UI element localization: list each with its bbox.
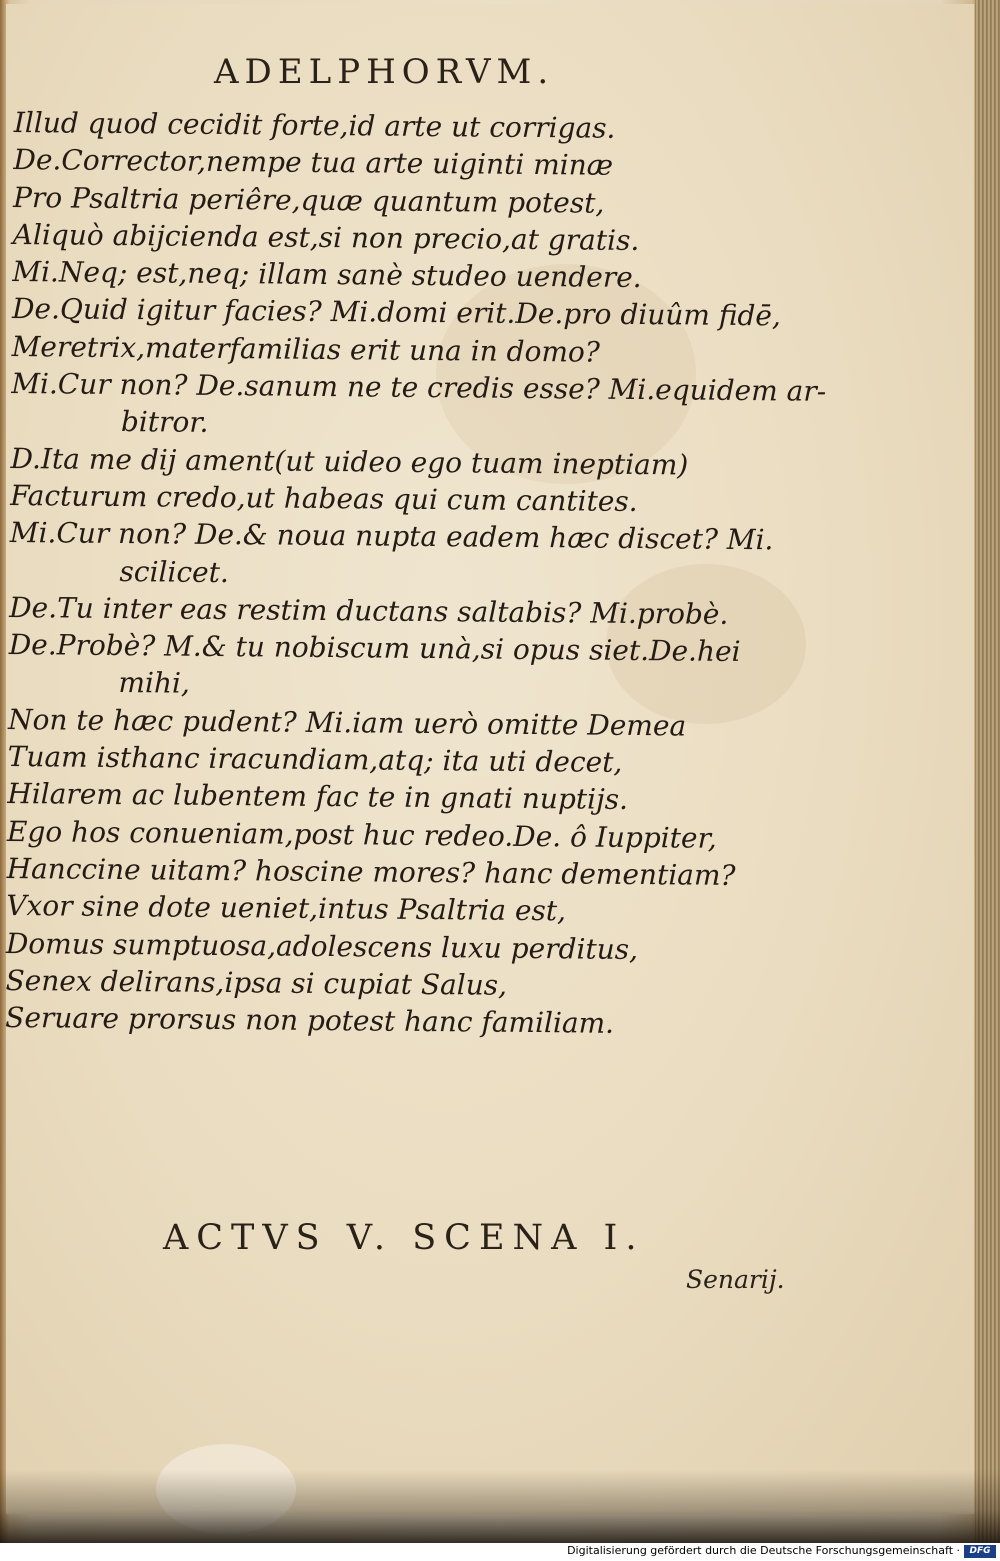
verse-line: D.Ita me dij ament(ut uideo ego tuam ineptiam) xyxy=(10,441,689,482)
running-head: ADELPHORVM. xyxy=(214,52,555,92)
verse-line: De.Quid igitur facies? Mi.domi erit.De.pro diuûm fidē, xyxy=(11,292,782,333)
verse-line: scilicet. xyxy=(119,554,230,589)
verse-line: Domus sumptuosa,adolescens luxu perditus, xyxy=(5,926,639,966)
verse-line: Mi.Cur non? De.& noua nupta eadem hæc discet? Mi. xyxy=(9,516,774,557)
verse-text xyxy=(5,104,827,1044)
verse-line: De.Corrector,nempe tua arte uiginti minæ xyxy=(13,143,614,183)
verse-line: Mi.Cur non? De.sanum ne te credis esse? Mi.equidem ar- xyxy=(11,367,827,408)
verse-line: mihi, xyxy=(118,666,191,701)
verse-line: Aliquò abijcienda est,si non precio,at gratis. xyxy=(12,217,640,257)
verse-line: Hilarem ac lubentem fac te in gnati nuptijs. xyxy=(7,777,629,817)
verse-line: Seruare prorsus non potest hanc familiam. xyxy=(5,1001,615,1040)
verse-line: Hanccine uitam? hoscine mores? hanc dementiam? xyxy=(6,851,736,892)
verse-line: Pro Psaltria periêre,quæ quantum potest, xyxy=(12,180,605,220)
meter-note: Senarij. xyxy=(686,1265,785,1294)
verse-line: Vxor sine dote ueniet,intus Psaltria est, xyxy=(6,889,567,928)
verse-line: Tuam isthanc iracundiam,atq; ita uti decet, xyxy=(7,740,623,779)
scene-heading: ACTVS V. SCENA I. xyxy=(163,1218,645,1258)
verse-line: Senex delirans,ipsa si cupiat Salus, xyxy=(5,963,508,1002)
verse-line: Facturum credo,ut habeas qui cum cantites. xyxy=(10,478,638,518)
verse-line: bitror. xyxy=(120,405,209,440)
verse-line: De.Probè? M.& tu nobiscum unà,si opus siet.De.hei xyxy=(8,628,741,669)
verse-line: De.Tu inter eas restim ductans saltabis? Mi.probè. xyxy=(9,590,729,631)
verse-line: Mi.Neq; est,neq; illam sanè studeo uendere. xyxy=(12,255,642,295)
dfg-logo: DFG xyxy=(964,1545,996,1558)
page-edges xyxy=(975,0,1000,1543)
digitization-credit: Digitalisierung gefördert durch die Deutsche Forschungsgemeinschaft · xyxy=(567,1544,960,1557)
verse-line: Illud quod cecidit forte,id arte ut corrigas. xyxy=(13,105,616,145)
page-bottom-shadow xyxy=(0,1470,1000,1543)
verse-line: Ego hos conueniam,post huc redeo.De. ô Iuppiter, xyxy=(6,814,717,855)
verse-line: Meretrix,materfamilias erit una in domo? xyxy=(11,329,600,369)
verse-line: Non te hæc pudent? Mi.iam uerò omitte Demea xyxy=(7,702,687,743)
